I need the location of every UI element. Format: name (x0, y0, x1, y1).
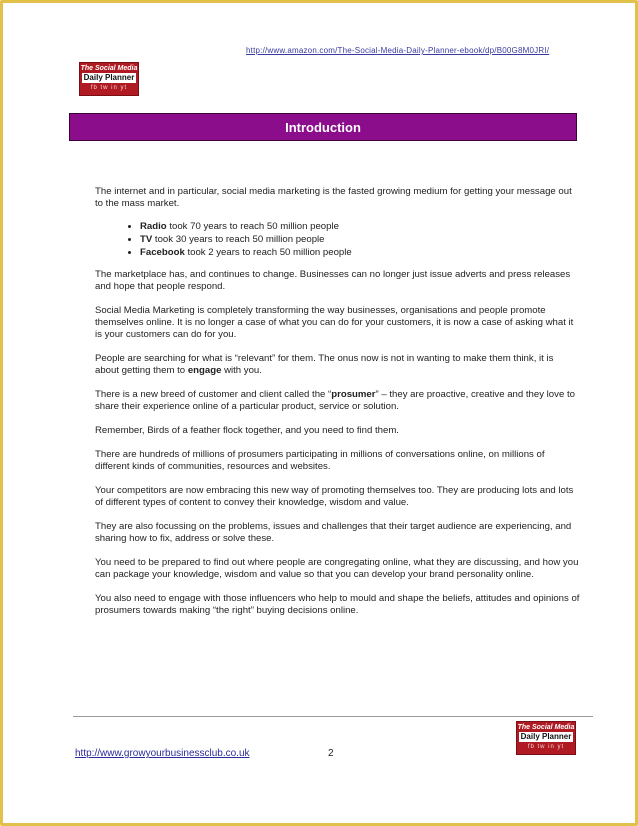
bullet-text: took 30 years to reach 50 million people (152, 234, 325, 245)
paragraph: You also need to engage with those influencers who help to mould and shape the beliefs, attitudes and opinions of prosumers towards making “the right” buying decisions online. (95, 593, 580, 616)
bullet-text: took 70 years to reach 50 million people (166, 221, 339, 232)
footer-divider (73, 716, 593, 717)
paragraph: The marketplace has, and continues to change. Businesses can no longer just issue adverts and press releases and hope that people respond. (95, 269, 571, 292)
paragraph (95, 389, 580, 413)
document-body (95, 186, 580, 629)
amazon-link[interactable]: http://www.amazon.com/The-Social-Media-Daily-Planner-ebook/dp/B00G8M0JRI/ (246, 46, 550, 55)
logo-line-2: Daily Planner (520, 732, 572, 741)
logo-social-icons: fb tw in yt (527, 744, 565, 750)
bullet-bold: Facebook (140, 247, 185, 258)
text-run: There is a new breed of customer and client called the “ (95, 389, 332, 400)
paragraph: Your competitors are now embracing this new way of promoting themselves too. They are producing lots and lots of different types of content to convey their knowledge, wisdom and value. (95, 485, 574, 508)
section-title: Introduction (285, 119, 361, 135)
paragraph: Social Media Marketing is completely transforming the way businesses, organisations and people promote themselves online. It is no longer a case of what you can do for your customers, it is now a case of asking what it is your customers can do for you. (95, 305, 574, 340)
list-item (140, 233, 580, 246)
logo-line-2: Daily Planner (83, 73, 135, 82)
bold-text: engage (187, 365, 222, 376)
text-run: ” – they are proactive, creative and they love to share their experience online of a particular product, service or solution. (95, 389, 575, 412)
logo-line-1: The Social Media (80, 65, 138, 72)
list-item (140, 246, 580, 259)
bullet-text: took 2 years to reach 50 million people (184, 247, 352, 258)
logo-line-1: The Social Media (517, 724, 575, 731)
paragraph-intro: The internet and in particular, social media marketing is the fasted growing medium for getting your message out to the mass market. (95, 186, 572, 209)
text-run: with you. (221, 365, 262, 376)
social-media-daily-planner-logo (79, 62, 139, 96)
section-banner (69, 113, 577, 141)
page-number: 2 (328, 748, 334, 759)
paragraph: They are also focussing on the problems, issues and challenges that their target audience are experiencing, and sharing how to fix, address or solve these. (95, 521, 572, 544)
paragraph (95, 353, 580, 377)
footer-website-link[interactable]: http://www.growyourbusinessclub.co.uk (75, 748, 250, 759)
text-run: People are searching for what is “relevant” for them. The onus now is not in wanting to make them think, it is about getting them to (95, 353, 554, 376)
paragraph: There are hundreds of millions of prosumers participating in millions of conversations online, on millions of different kinds of communities, resources and websites. (95, 449, 545, 472)
bullet-bold: Radio (140, 221, 167, 232)
paragraph: Remember, Birds of a feather flock together, and you need to find them. (95, 425, 399, 436)
bullet-bold: TV (140, 234, 153, 245)
social-media-daily-planner-logo (516, 721, 576, 755)
logo-social-icons: fb tw in yt (90, 85, 128, 91)
bullet-list (95, 220, 580, 259)
list-item (140, 220, 580, 233)
bold-text: prosumer (331, 389, 376, 400)
paragraph: You need to be prepared to find out where people are congregating online, what they are discussing, and how you can package your knowledge, wisdom and value so that you can develop your brand personality online. (95, 557, 579, 580)
